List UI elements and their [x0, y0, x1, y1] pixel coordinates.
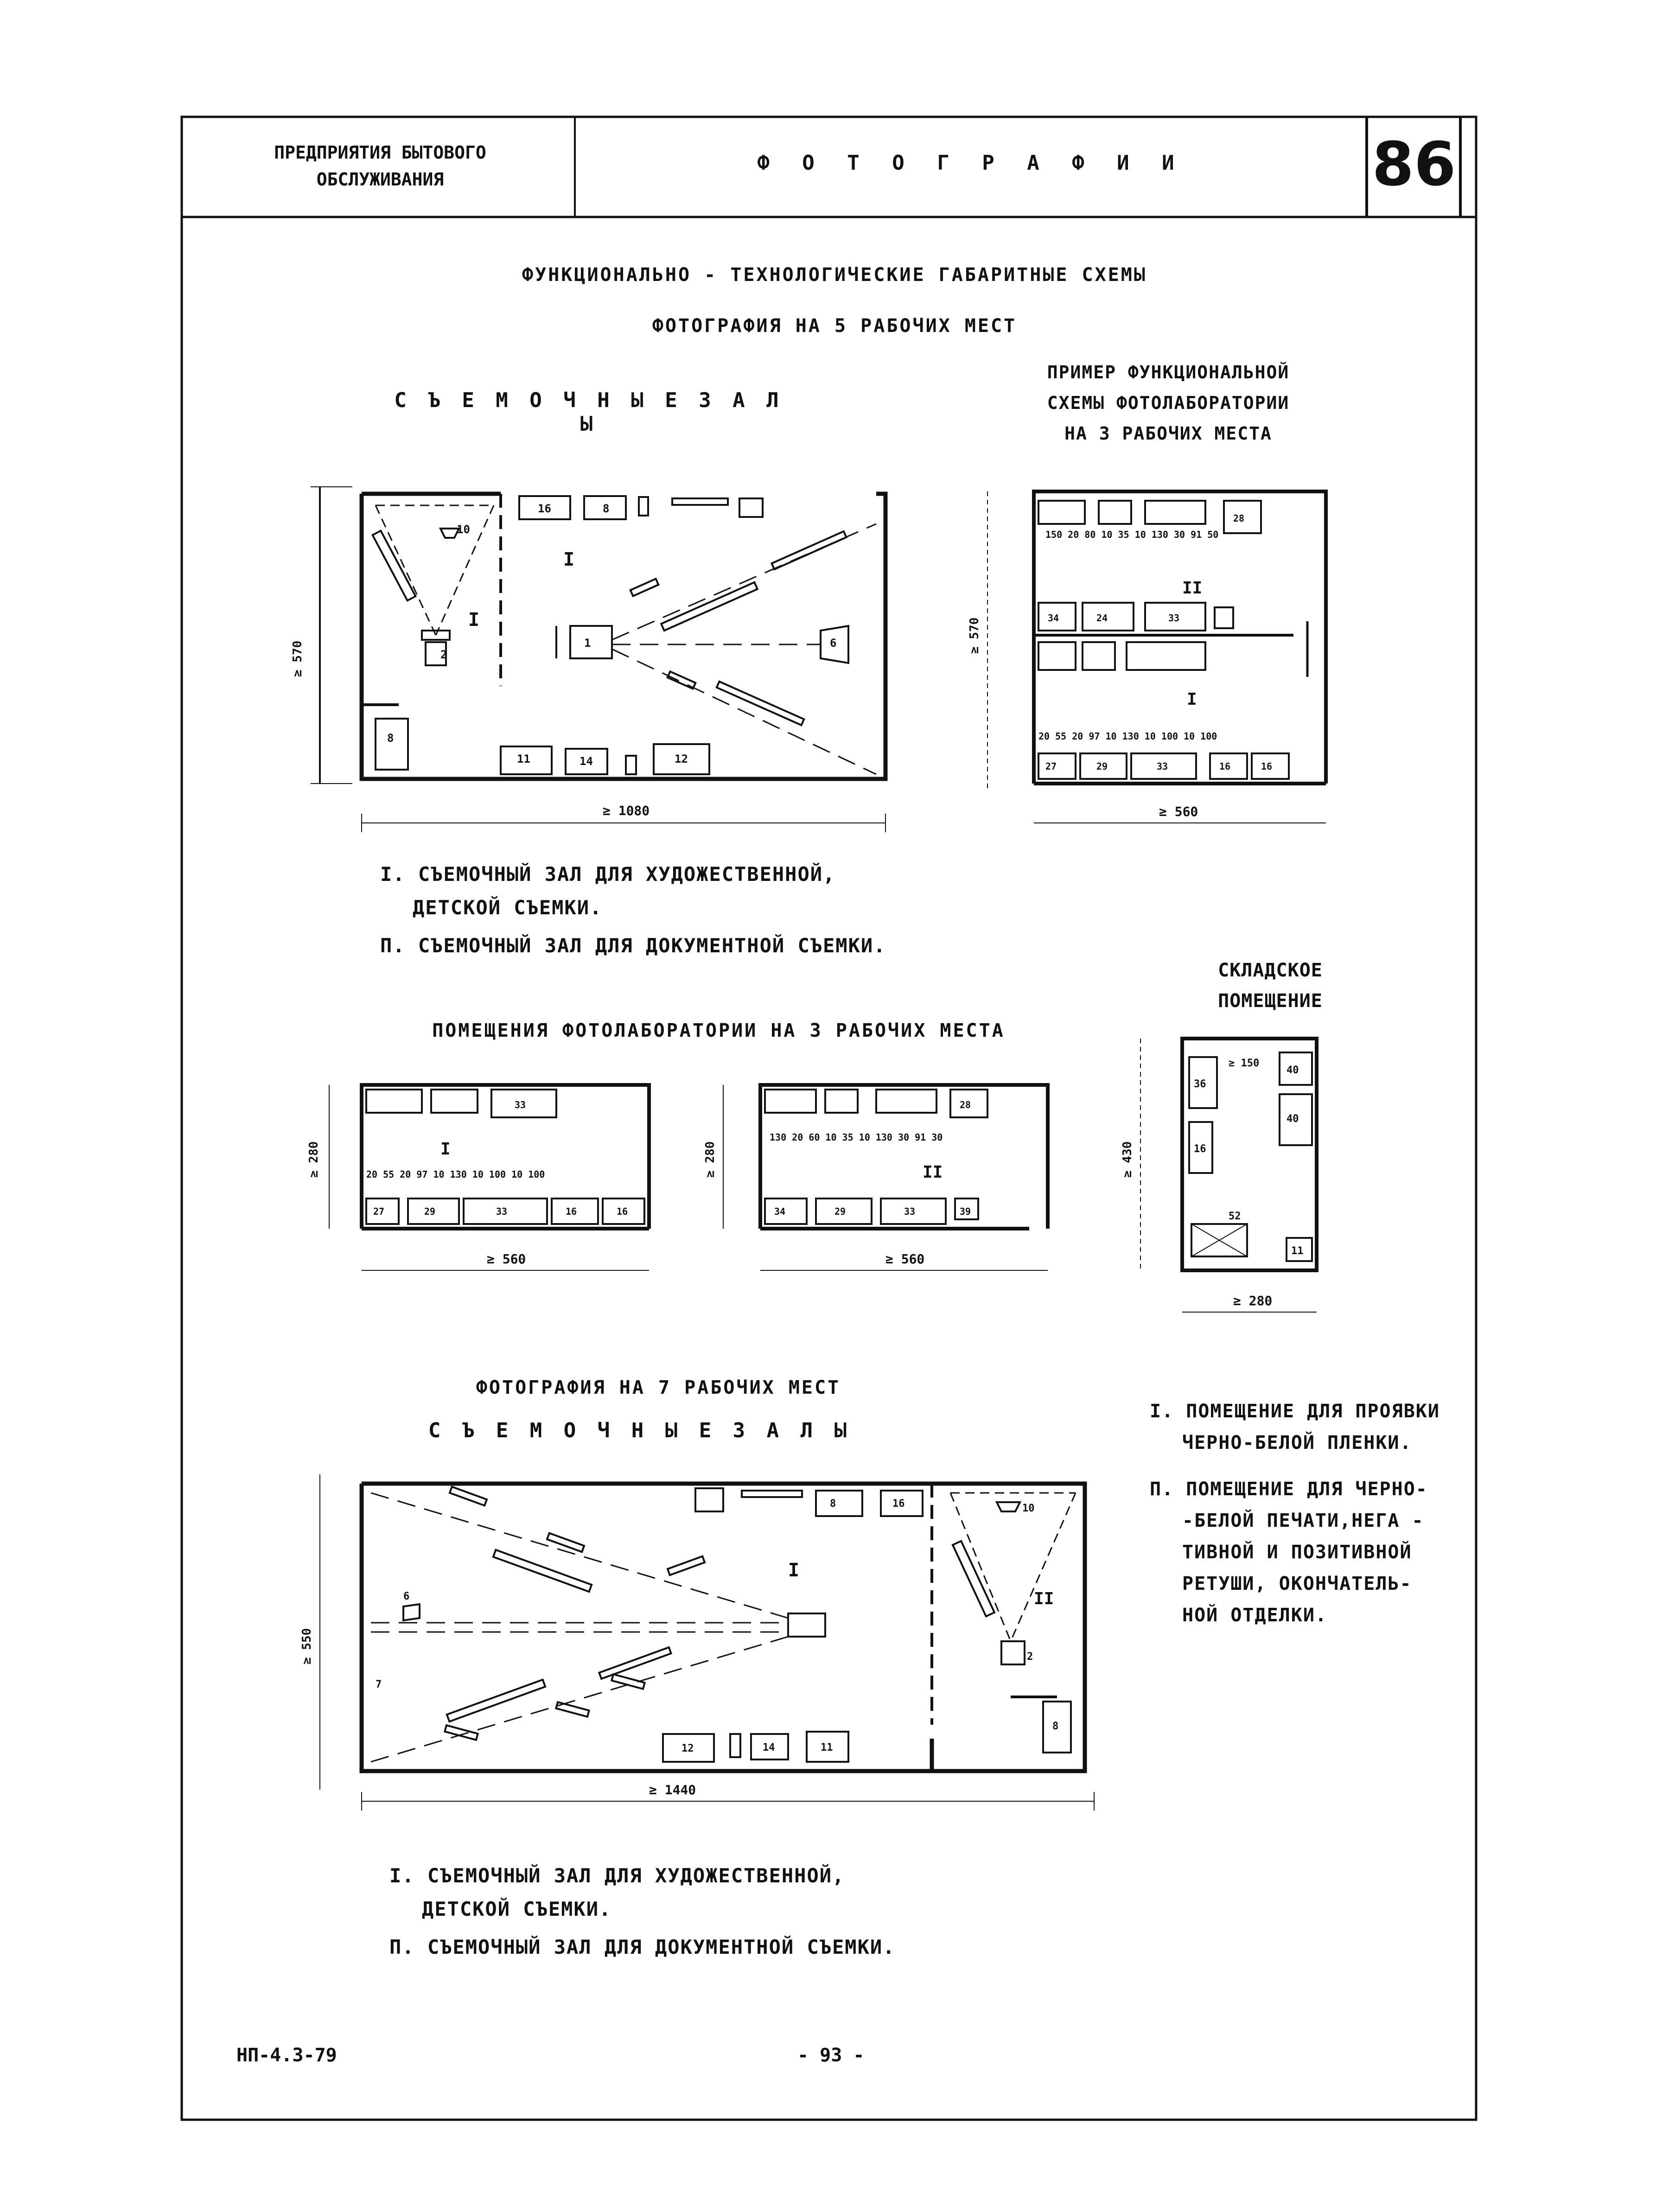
- example-title: [983, 357, 1354, 449]
- hall-width: ≥ 1080: [603, 803, 650, 818]
- room1-27: 27: [373, 1206, 385, 1217]
- header-org-line2: ОБСЛУЖИВАНИЯ: [316, 169, 444, 190]
- label-10: 10: [457, 523, 470, 536]
- room2-39: 39: [960, 1206, 971, 1217]
- plan-lab-example: [968, 482, 1354, 853]
- storage-40: 40: [1287, 1065, 1299, 1076]
- rooms-legend: [1150, 1396, 1465, 1631]
- label-11: 11: [517, 752, 530, 765]
- section3-title: ФОТОГРАФИЯ НА 7 РАБОЧИХ МЕСТ: [476, 1377, 841, 1398]
- example-title-line2: СХЕМЫ ФОТОЛАБОРАТОРИИ: [1047, 393, 1290, 413]
- hall-height: ≥ 570: [291, 640, 305, 677]
- storage-title-line1: СКЛАДСКОЕ: [1218, 960, 1323, 981]
- h7-width: ≥ 1440: [649, 1782, 696, 1798]
- rooms-legend-7: НОЙ ОТДЕЛКИ.: [1182, 1605, 1327, 1626]
- header-org-line1: ПРЕДПРИЯТИЯ БЫТОВОГО: [274, 142, 486, 163]
- storage-title: [1168, 955, 1372, 1016]
- example-title-line1: ПРИМЕР ФУНКЦИОНАЛЬНОЙ: [1047, 362, 1290, 382]
- label-14: 14: [580, 755, 593, 768]
- storage-150: ≥ 150: [1229, 1058, 1260, 1069]
- h7-roman-II: II: [1034, 1589, 1054, 1608]
- lab-27: 27: [1045, 761, 1057, 772]
- h7-7: 7: [376, 1679, 382, 1690]
- h7-height: ≥ 550: [300, 1628, 314, 1664]
- rooms-legend-1: I. ПОМЕЩЕНИЕ ДЛЯ ПРОЯВКИ: [1150, 1401, 1440, 1422]
- label-8: 8: [387, 732, 394, 745]
- h7-2: 2: [1027, 1651, 1033, 1663]
- lab-33: 33: [1168, 612, 1180, 624]
- header-org: [185, 139, 575, 193]
- h7-8b: 8: [1052, 1721, 1059, 1732]
- lab-28: 28: [1233, 513, 1245, 524]
- storage-52: 52: [1229, 1211, 1241, 1222]
- room1-roman: I: [440, 1140, 451, 1159]
- room1-width: ≥ 560: [487, 1251, 526, 1267]
- h7-6: 6: [403, 1591, 410, 1602]
- label-16: 16: [538, 502, 551, 515]
- label-12: 12: [675, 752, 688, 765]
- lab-24: 24: [1096, 612, 1108, 624]
- section1-title2: ФОТОГРАФИЯ НА 5 РАБОЧИХ МЕСТ: [652, 315, 1017, 337]
- rooms-legend-5: ТИВНОЙ И ПОЗИТИВНОЙ: [1182, 1542, 1412, 1563]
- legend-1: [380, 858, 983, 963]
- label-8b: 8: [603, 502, 610, 515]
- plan-lab-room-1: [307, 1076, 668, 1298]
- storage-36: 36: [1194, 1078, 1206, 1090]
- room1-height: ≥ 280: [307, 1141, 321, 1178]
- dim-row-2: 20 55 20 97 10 130 10 100 10 100: [1038, 731, 1217, 742]
- roman-II: I: [563, 549, 575, 570]
- room2-dims: 130 20 60 10 35 10 130 30 91 30: [770, 1132, 943, 1143]
- label-2: 2: [440, 648, 447, 661]
- halls-title-1: С Ъ Е М О Ч Н Ы Е З А Л Ы: [394, 389, 783, 436]
- section2-title: ПОМЕЩЕНИЯ ФОТОЛАБОРАТОРИИ НА 3 РАБОЧИХ МЕСТА: [432, 1020, 1005, 1041]
- footer-page: - 93 -: [797, 2045, 865, 2066]
- plan-halls-5: [291, 478, 909, 848]
- room1-29: 29: [424, 1206, 436, 1217]
- legend-3-line3: П. СЪЕМОЧНЫЙ ЗАЛ ДЛЯ ДОКУМЕНТНОЙ СЪЕМКИ.: [389, 1936, 896, 1958]
- room1-16: 16: [566, 1206, 577, 1217]
- lab-29: 29: [1096, 761, 1108, 772]
- h7-14: 14: [763, 1742, 775, 1753]
- room2-width: ≥ 560: [885, 1251, 925, 1267]
- h7-16: 16: [892, 1498, 905, 1510]
- storage-height: ≥ 430: [1121, 1141, 1134, 1178]
- rooms-legend-4: -БЕЛОЙ ПЕЧАТИ,НЕГА -: [1182, 1510, 1424, 1531]
- h7-12: 12: [682, 1743, 694, 1754]
- room1-33t: 33: [515, 1099, 526, 1110]
- rooms-legend-3: П. ПОМЕЩЕНИЕ ДЛЯ ЧЕРНО-: [1150, 1479, 1428, 1500]
- h7-8: 8: [830, 1498, 836, 1510]
- room2-29: 29: [834, 1206, 846, 1217]
- header-topic: Ф О Т О Г Р А Ф И И: [757, 151, 1185, 175]
- room1-33: 33: [496, 1206, 508, 1217]
- legend-3-line1: I. СЪЕМОЧНЫЙ ЗАЛ ДЛЯ ХУДОЖЕСТВЕННОЙ,: [389, 1864, 845, 1887]
- storage-width: ≥ 280: [1233, 1293, 1273, 1308]
- section1-title1: ФУНКЦИОНАЛЬНО - ТЕХНОЛОГИЧЕСКИЕ ГАБАРИТНЫЕ СХЕМЫ: [522, 264, 1147, 286]
- room2-height: ≥ 280: [703, 1141, 717, 1178]
- h7-roman-I: I: [788, 1560, 800, 1581]
- storage-title-line2: ПОМЕЩЕНИЕ: [1218, 990, 1323, 1012]
- legend-3: [389, 1859, 992, 1964]
- legend-1-line3: П. СЪЕМОЧНЫЙ ЗАЛ ДЛЯ ДОКУМЕНТНОЙ СЪЕМКИ.: [380, 934, 886, 957]
- label-1: 1: [584, 637, 591, 650]
- room2-roman: II: [923, 1163, 943, 1182]
- lab-34: 34: [1048, 612, 1059, 624]
- lab-33b: 33: [1157, 761, 1168, 772]
- room2-33: 33: [904, 1206, 916, 1217]
- storage-16: 16: [1194, 1143, 1206, 1155]
- rooms-legend-2: ЧЕРНО-БЕЛОЙ ПЛЕНКИ.: [1182, 1432, 1412, 1453]
- plan-storage: [1121, 1029, 1354, 1335]
- roman-I: I: [468, 609, 480, 631]
- room1-dims: 20 55 20 97 10 130 10 100 10 100: [366, 1169, 545, 1180]
- lab-width: ≥ 560: [1159, 804, 1198, 819]
- halls-title-2: С Ъ Е М О Ч Н Ы Е З А Л Ы: [428, 1419, 852, 1442]
- rooms-legend-6: РЕТУШИ, ОКОНЧАТЕЛЬ-: [1182, 1573, 1412, 1594]
- dim-row: 150 20 80 10 35 10 130 30 91 50: [1045, 529, 1219, 540]
- lab-height: ≥ 570: [968, 617, 981, 654]
- label-6: 6: [830, 637, 837, 650]
- lab-roman-I: I: [1187, 690, 1197, 709]
- h7-11: 11: [821, 1742, 833, 1753]
- example-title-line3: НА 3 РАБОЧИХ МЕСТА: [1064, 423, 1272, 444]
- legend-3-line2: ДЕТСКОЙ СЪЕМКИ.: [422, 1898, 612, 1920]
- sheet-number: 86: [1372, 129, 1456, 199]
- storage-11: 11: [1291, 1245, 1304, 1257]
- footer-code: НП-4.3-79: [236, 2045, 337, 2066]
- lab-16b: 16: [1261, 761, 1273, 772]
- h7-10: 10: [1022, 1503, 1035, 1514]
- lab-16: 16: [1219, 761, 1231, 772]
- room2-34: 34: [774, 1206, 786, 1217]
- legend-1-line2: ДЕТСКОЙ СЪЕМКИ.: [413, 896, 603, 919]
- room2-28: 28: [960, 1099, 971, 1110]
- plan-halls-7: [297, 1465, 1113, 1822]
- room1-16b: 16: [617, 1206, 628, 1217]
- plan-lab-room-2: [705, 1076, 1057, 1298]
- lab-roman-II: II: [1182, 579, 1203, 598]
- legend-1-line1: I. СЪЕМОЧНЫЙ ЗАЛ ДЛЯ ХУДОЖЕСТВЕННОЙ,: [380, 863, 836, 886]
- storage-40b: 40: [1287, 1113, 1299, 1125]
